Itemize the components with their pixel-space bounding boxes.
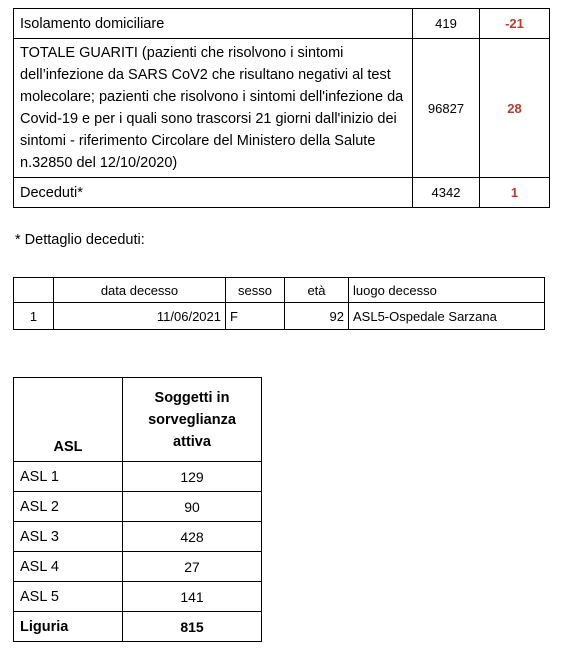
- cell-date: 11/06/2021: [54, 303, 226, 330]
- cell-age: 92: [285, 303, 349, 330]
- summary-delta: 28: [480, 39, 550, 178]
- cell-sex: F: [226, 303, 285, 330]
- total-name: Liguria: [14, 612, 123, 642]
- summary-label: TOTALE GUARITI (pazienti che risolvono i sintomi dell’infezione da SARS CoV2 che risultano negativi al test molecolare; pazienti che risolvono i sintomi dell'infezione da Covid-19 e per i quali sono trascorsi 21 giorni dall'inizio dei sintomi - riferimento Circolare del Ministero della Salute n.32850 del 12/10/2020): [14, 39, 413, 178]
- summary-row-isolamento: [14, 9, 550, 39]
- summary-table: [13, 8, 550, 208]
- cell-index: 1: [14, 303, 54, 330]
- summary-delta: 1: [480, 178, 550, 208]
- table-row: [14, 582, 262, 612]
- asl-surveillance-table: [13, 377, 262, 642]
- summary-value: 419: [413, 9, 480, 39]
- col-header-sex: sesso: [226, 278, 285, 303]
- asl-header-row: [14, 378, 262, 462]
- table-row: [14, 522, 262, 552]
- table-row: [14, 462, 262, 492]
- table-row: [14, 303, 545, 330]
- asl-name: ASL 3: [14, 522, 123, 552]
- deaths-header-row: [14, 278, 545, 303]
- summary-row-guariti: [14, 39, 550, 178]
- summary-value: 96827: [413, 39, 480, 178]
- summary-row-deceduti: [14, 178, 550, 208]
- asl-name: ASL 1: [14, 462, 123, 492]
- asl-name: ASL 2: [14, 492, 123, 522]
- asl-name: ASL 5: [14, 582, 123, 612]
- table-row: [14, 492, 262, 522]
- summary-value: 4342: [413, 178, 480, 208]
- summary-label: Isolamento domiciliare: [14, 9, 413, 39]
- asl-value: 27: [123, 552, 262, 582]
- deaths-detail-table: [13, 277, 545, 330]
- surveillance-header-label: Soggetti in sorveglianza attiva: [123, 378, 262, 462]
- asl-value: 141: [123, 582, 262, 612]
- col-header-index: [14, 278, 54, 303]
- asl-total-row: [14, 612, 262, 642]
- summary-label: Deceduti*: [14, 178, 413, 208]
- col-header-date: data decesso: [54, 278, 226, 303]
- table-row: [14, 552, 262, 582]
- total-value: 815: [123, 612, 262, 642]
- asl-name: ASL 4: [14, 552, 123, 582]
- asl-value: 428: [123, 522, 262, 552]
- col-header-place: luogo decesso: [349, 278, 545, 303]
- summary-delta: -21: [480, 9, 550, 39]
- cell-place: ASL5-Ospedale Sarzana: [349, 303, 545, 330]
- asl-value: 129: [123, 462, 262, 492]
- deaths-footnote: * Dettaglio deceduti:: [15, 232, 145, 248]
- asl-value: 90: [123, 492, 262, 522]
- col-header-age: età: [285, 278, 349, 303]
- asl-header-label: ASL: [14, 378, 123, 462]
